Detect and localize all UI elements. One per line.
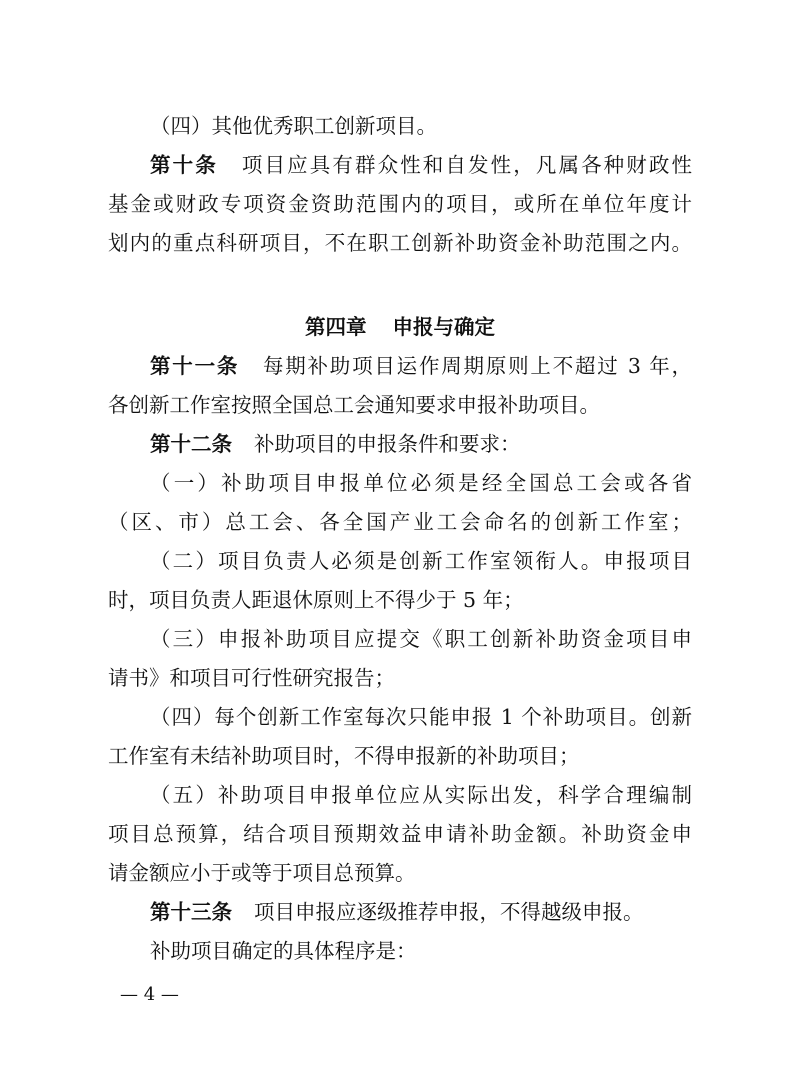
- text-line: 各创新工作室按照全国总工会通知要求申报补助项目。: [108, 393, 600, 417]
- article-13-line: 第十三条 项目申报应逐级推荐申报，不得越级申报。: [150, 900, 644, 924]
- text-line: 补助项目确定的具体程序是：: [150, 939, 417, 963]
- page-number: — 4 —: [120, 984, 179, 1005]
- text-line: （五）补助项目申报单位应从实际出发，科学合理编制: [150, 783, 692, 807]
- text-line: 工作室有未结补助项目时，不得申报新的补助项目；: [108, 744, 580, 768]
- text-line: 请书》和项目可行性研究报告；: [108, 666, 395, 690]
- text-line: 基金或财政专项资金资助范围内的项目，或所在单位年度计: [108, 192, 692, 216]
- text-line: 划内的重点科研项目，不在职工创新补助资金补助范围之内。: [108, 231, 692, 255]
- text-line: （一）补助项目申报单位必须是经全国总工会或各省: [150, 471, 692, 495]
- article-10-line: 第十条 项目应具有群众性和自发性，凡属各种财政性: [150, 153, 692, 177]
- text-line: （四）每个创新工作室每次只能申报 1 个补助项目。创新: [150, 705, 692, 729]
- article-heading: 第十一条: [150, 354, 240, 378]
- article-heading: 第十二条: [150, 432, 232, 456]
- text-line: 时，项目负责人距退休原则上不得少于 5 年；: [108, 588, 524, 612]
- article-heading: 第十条: [150, 153, 218, 177]
- text-line: （区、市）总工会、各全国产业工会命名的创新工作室；: [108, 510, 692, 534]
- text-line: （二）项目负责人必须是创新工作室领衔人。申报项目: [150, 549, 692, 573]
- article-11-line: 第十一条 每期补助项目运作周期原则上不超过 3 年，: [150, 354, 692, 378]
- text-line: （四）其他优秀职工创新项目。: [150, 114, 437, 138]
- text-line: 请金额应小于或等于项目总预算。: [108, 861, 416, 885]
- chapter-title: 第四章 申报与确定: [305, 315, 495, 339]
- article-12-line: 第十二条 补助项目的申报条件和要求：: [150, 432, 521, 456]
- text-line: 项目总预算，结合项目预期效益申请补助金额。补助资金申: [108, 822, 692, 846]
- article-heading: 第十三条: [150, 900, 232, 924]
- text-line: （三）申报补助项目应提交《职工创新补助资金项目申: [150, 627, 692, 651]
